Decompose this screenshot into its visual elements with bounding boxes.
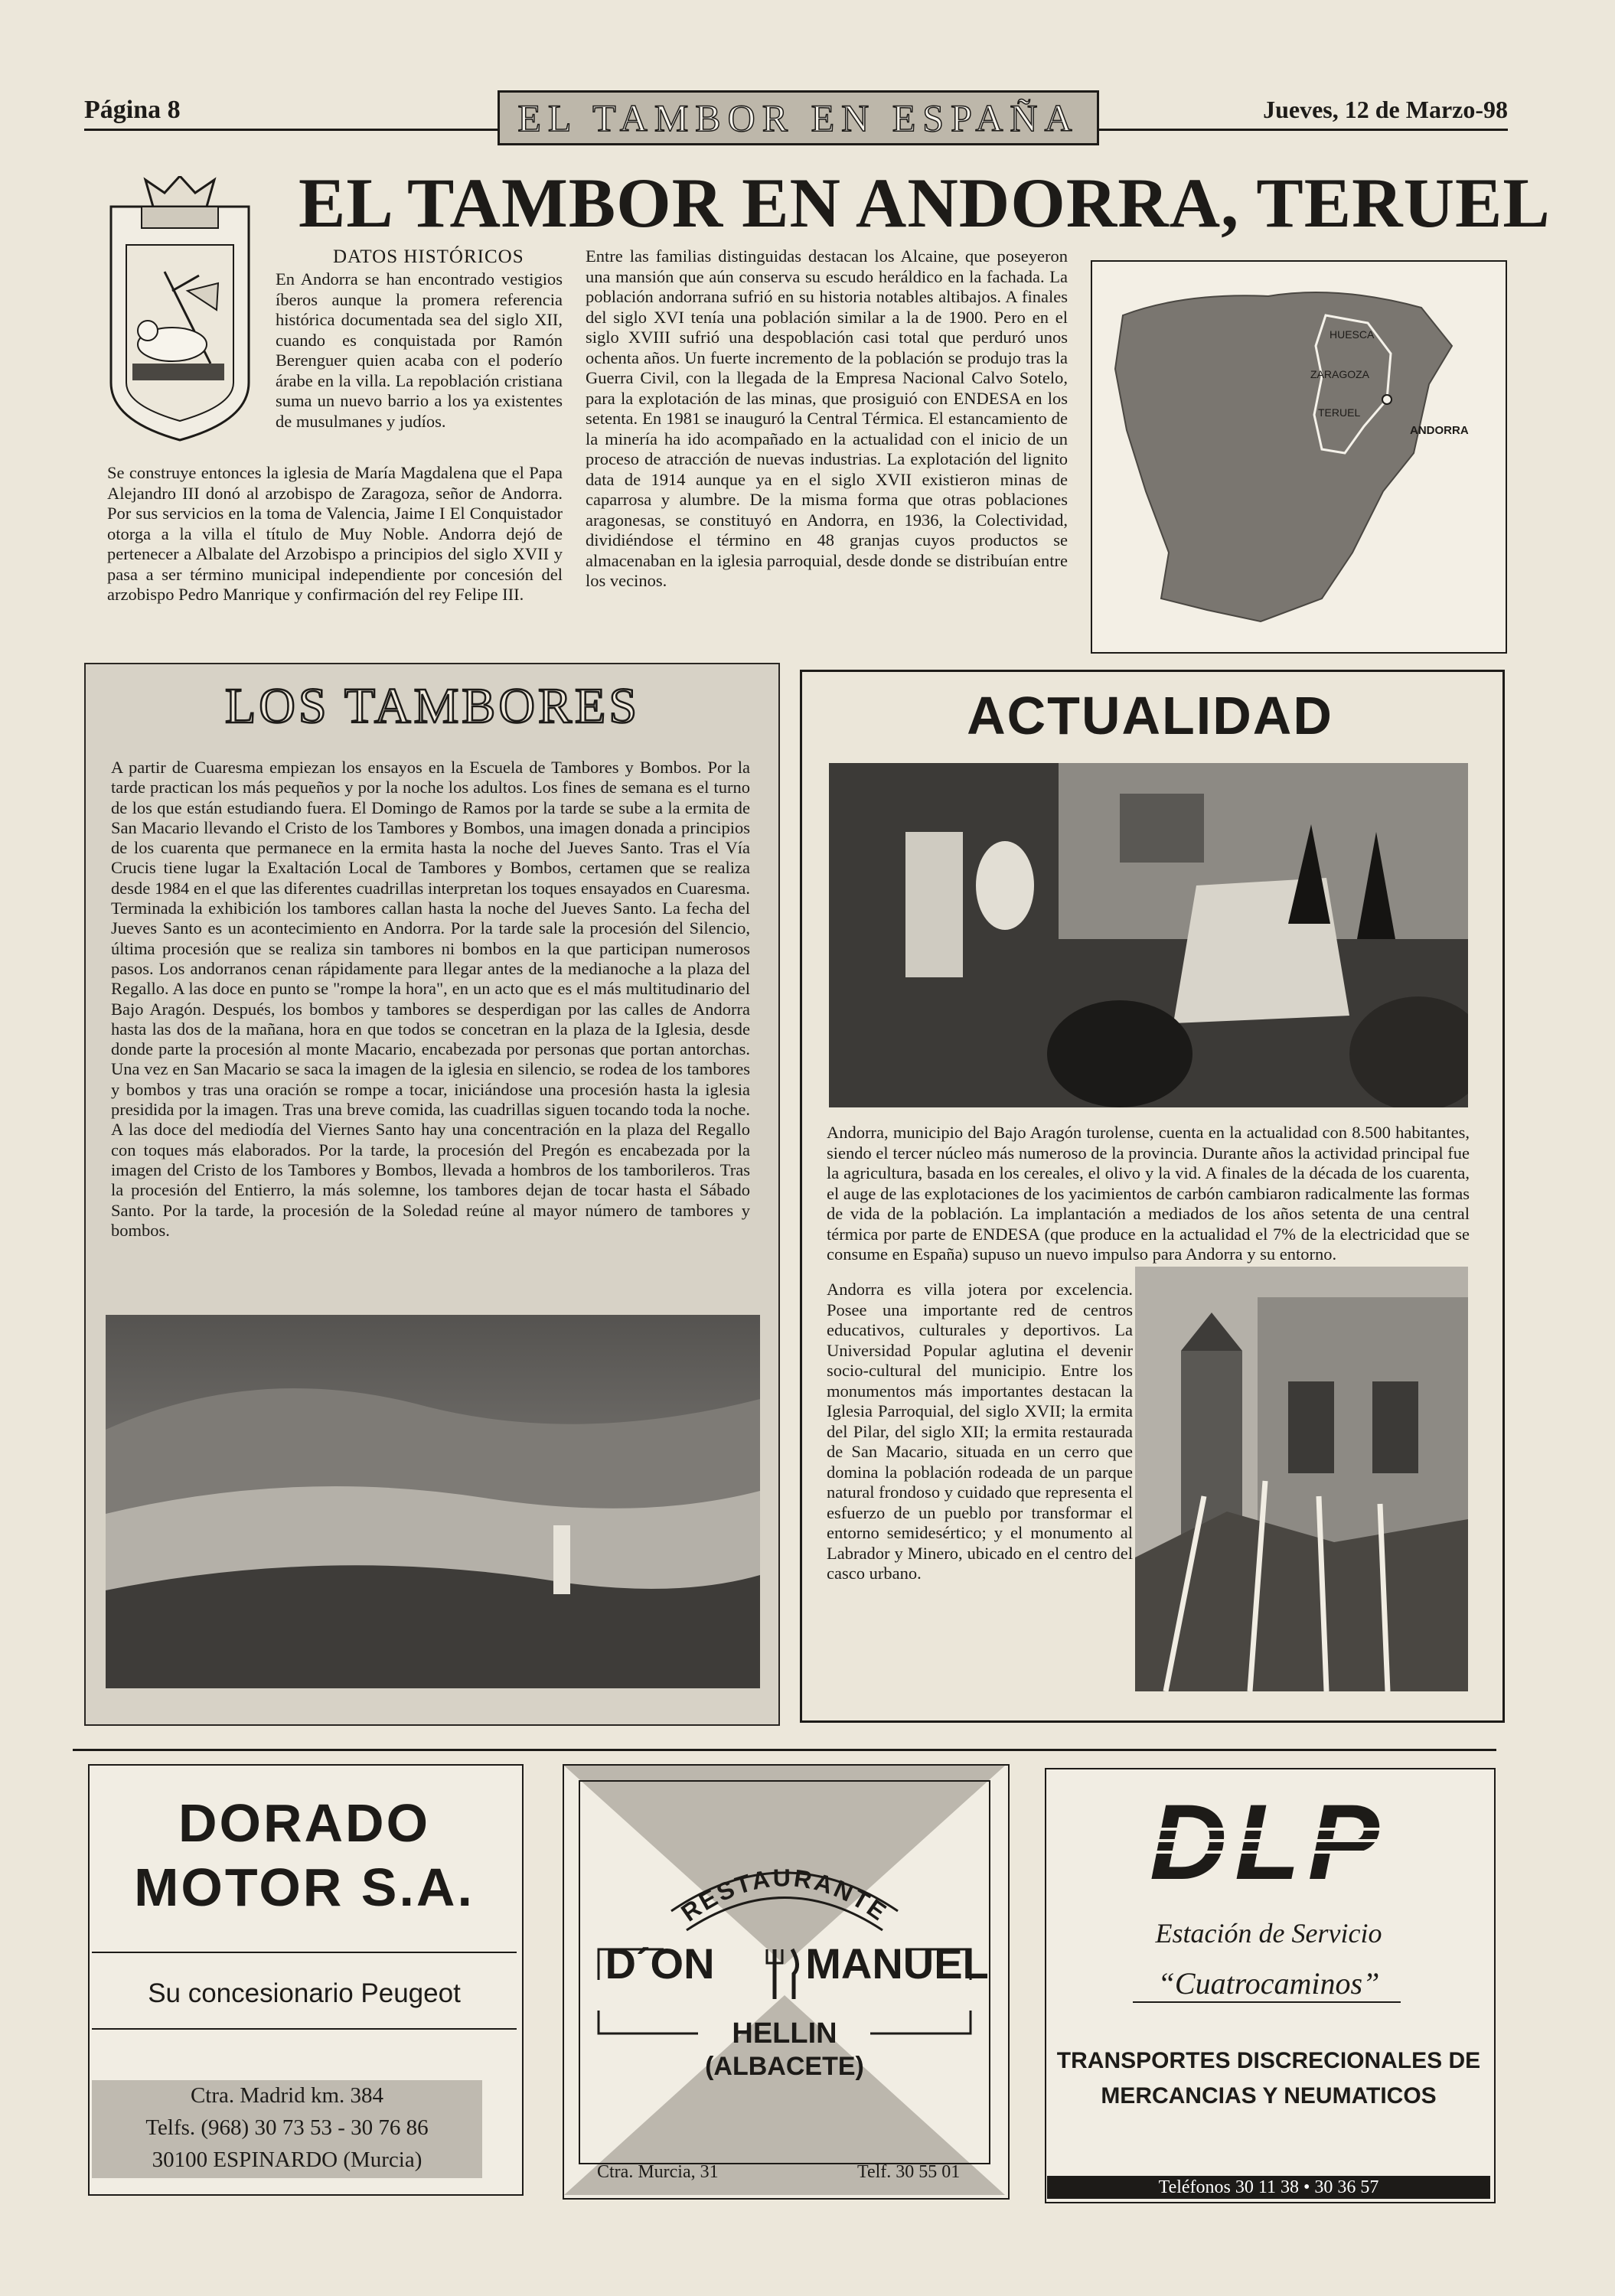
ad-dlp-rule <box>1133 2001 1401 2003</box>
ad-dlp-transport-line1: TRANSPORTES DISCRECIONALES DE <box>1056 2048 1481 2073</box>
section-title: EL TAMBOR EN ESPAÑA <box>498 90 1099 145</box>
tambores-title: LOS TAMBORES <box>224 678 641 734</box>
map-label: ANDORRA <box>1410 424 1469 437</box>
article-column-1-continued: Se construye entonces la iglesia de María Magdalena que el Papa Alejandro III donó al arzobispo de Zaragoza, señor de Andorra. Por sus servicios en la toma de Valencia, Jaime I El Conquistador otorga a la villa el título de Muy Noble. Andorra dejó de pertenecer a Albalate del Arzobispo a principios del siglo XVII y pasa a ser término municipal independiente por concesión del arzobispo Pedro Manrique y confirmación del rey Felipe III. <box>107 463 563 604</box>
town-aerial-photo <box>106 1315 760 1688</box>
article-column-2: Entre las familias distinguidas destacan los Alcaine, que poseyeron una mansión que aún conserva su escudo heráldico en la fachada. La población andorrana sufrió en su historia notables altibajos. A finales del siglo XVI tenía una población similar a la de 1900. Pero en el siglo XVIII sufrió una despoblación casi total que perduró unos ochenta años. Un fuerte incremento de la población se produjo tras la Guerra Civil, con la llegada de la Empresa Nacional Calvo Sotelo, para la explotación de las minas, que prosiguió con ENDESA en los setenta. En 1981 se inauguró la Central Térmica. El estancamiento de la minería ha ido acompañado en la actualidad con el inicio de un proceso de atracción de nuevas industrias. La explotación del lignito data de 1914 aunque ya en el siglo XVII existieron minas de caparrosa y alumbre. De la misma forma que otras poblaciones aragonesas, se constituyó en Andorra, en 1936, la Colectividad, dividiéndose el término en 48 granjas cuyos productos se almacenaban en la iglesia parroquial, desde donde se distribuían entre los vecinos. <box>586 246 1068 590</box>
ad-restaurante-city: HELLIN <box>732 2017 837 2050</box>
ad-dorado-rule <box>92 1952 517 1953</box>
main-headline: EL TAMBOR EN ANDORRA, TERUEL <box>299 164 1551 242</box>
ad-restaurante-name-right: MANUEL <box>805 1939 989 1988</box>
map-label: HUESCA <box>1330 328 1375 341</box>
actualidad-text: Andorra es villa jotera por excelencia. Posee una importante red de centros educativos, culturales y deportivos. La Universidad Popular aglutina el devenir socio-cultural del municipio. Entre los monumentos más importantes destacan la Iglesia Parroquial, del siglo XVII; la ermita del Pilar, del siglo XII; la ermita restaurada de San Macario, situada en un cerro que domina la población rodeada de un parque natural frondoso y cuidado que representa el esfuerzo de un pueblo por transformar el entorno semidesértico; y el monumento al Labrador y Minero, ubicado en el centro del casco urbano. <box>827 1280 1133 1583</box>
article-column-1: En Andorra se han encontrado vestigios íberos aunque la promera referencia histórica documentada sea del siglo XII, cuando es conquistada por Ramón Berenguer quien acaba con el poderío árabe en la villa. La repoblación cristiana suma un nuevo barrio a los ya existentes de musulmanes y judíos. <box>276 269 563 431</box>
ad-dorado-name-line1: DORADO <box>178 1793 431 1853</box>
issue-date: Jueves, 12 de Marzo-98 <box>1263 96 1508 123</box>
dlp-logo <box>1068 1787 1470 1902</box>
ad-dorado-phones: Telfs. (968) 30 73 53 - 30 76 86 <box>145 2115 429 2140</box>
ad-dlp-transport-line2: MERCANCIAS Y NEUMATICOS <box>1101 2083 1437 2108</box>
ad-restaurante-name-left: D´ON <box>605 1939 715 1988</box>
ad-restaurante-address: Ctra. Murcia, 31 <box>597 2162 719 2182</box>
ads-divider <box>73 1749 1496 1751</box>
procession-photo <box>829 763 1468 1107</box>
actualidad-title: ACTUALIDAD <box>967 686 1333 745</box>
spain-map <box>1092 262 1506 652</box>
map-label: ZARAGOZA <box>1310 368 1370 380</box>
coat-of-arms-image <box>103 176 256 444</box>
ad-dlp-phones: Teléfonos 30 11 38 • 30 36 57 <box>1047 2176 1490 2199</box>
ad-dlp-transport <box>1045 2043 1493 2114</box>
ad-restaurante-arc-text: RESTAURANTE <box>676 1864 893 1927</box>
ad-dorado-name <box>88 1791 520 1919</box>
map-frame <box>1091 260 1507 654</box>
ad-dlp-service: Estación de Servicio <box>1155 1918 1382 1949</box>
ad-restaurante-artwork <box>564 1766 1005 2195</box>
ad-dorado-address: Ctra. Madrid km. 384 <box>190 2083 384 2108</box>
section-subtitle: DATOS HISTÓRICOS <box>333 246 524 267</box>
actualidad-intro: Andorra, municipio del Bajo Aragón turolense, cuenta en la actualidad con 8.500 habitantes, siendo el tercer núcleo más numeroso de la provincia. Durante años la actividad principal fue la agricultura, basada en los cereales, el olivo y la vid. A finales de la década de los cuarenta, el auge de las explotaciones de los yacimientos de carbón cambiaron radicalmente las formas de vida de la población. La implantación a mediados de los años setenta de una central térmica por parte de ENDESA (que produce en la actualidad el 7% de la electricidad que se consume en España) supuso un nuevo impulso para Andorra y su entorno. <box>827 1123 1470 1264</box>
ad-dorado-rule <box>92 2028 517 2030</box>
map-label: TERUEL <box>1318 406 1361 419</box>
ad-dorado-tagline: Su concesionario Peugeot <box>148 1978 461 2008</box>
ad-dorado-city: 30100 ESPINARDO (Murcia) <box>152 2148 423 2172</box>
dlp-logo-text: DLP <box>1150 1787 1387 1902</box>
tambores-text: A partir de Cuaresma empiezan los ensayos en la Escuela de Tambores y Bombos. Por la tarde practican los más pequeños y por la noche los adultos. Los fines de semana es el turno de los que están estudiando fuera. El Domingo de Ramos por la tarde se sube a la ermita de San Macario llevando el Cristo de los Tambores y Bombos, una imagen donada a principios de los cuarenta que permanece en la ermita hasta la noche del Jueves Santo. Tras el Vía Crucis tiene lugar la Exaltación Local de Tambores y Bombos, certamen que se realiza desde 1984 en el que las diferentes cuadrillas interpretan los toques ensayados en Cuaresma. Terminada la exhibición los tambores callan hasta la noche del Jueves Santo. La fecha del Jueves Santo es un acontecimiento en Andorra. Por la tarde sale la procesión del Silencio, última procesión que se realiza sin tambores ni bombos en la que participan numerosos pasos. Los andorranos cenan rápidamente para llegar antes de la medianoche a la plaza del Regallo. A las doce en punto se "rompe la hora", en un acto que es el más multitudinario del Bajo Aragón. Después, los bombos y tambores se desperdigan por las calles de Andorra hasta las dos de la mañana, hora en que todos se concetran en la plaza de la Iglesia, desde donde parte la procesión al monte Macario, encabezada por personas que portan antorchas. Una vez en San Macario se saca la imagen de la iglesia en silencio, se rodea de los tambores y bombos y tras una oración se rompe a tocar, iniciándose una procesión hasta la iglesia presidida por la imagen. Tras una breve comida, las cuadrillas siguen tocando toda la noche. A las doce del mediodía del Viernes Santo hay una concentración en la plaza del Regallo con toques más elaborados. Por la tarde, la procesión del Pregón es encabezada por la imagen del Cristo de los Tambores y Bombos, llevada a hombros de los tamborileros. Tras la procesión del Entierro, la más solemne, los tambores dejan de tocar hasta el Sábado Santo. Por la tarde, la procesión de la Soledad reúne al mayor número de tambores y bombos. <box>111 758 750 1240</box>
ad-restaurante-province: (ALBACETE) <box>705 2052 864 2081</box>
church-tower-photo <box>1135 1267 1468 1691</box>
ad-dorado-name-line2: MOTOR S.A. <box>134 1857 475 1917</box>
ad-dlp-location: “Cuatrocaminos” <box>1157 1966 1380 2001</box>
page-number: Página 8 <box>84 96 181 124</box>
ad-restaurante-phone: Telf. 30 55 01 <box>857 2162 961 2182</box>
